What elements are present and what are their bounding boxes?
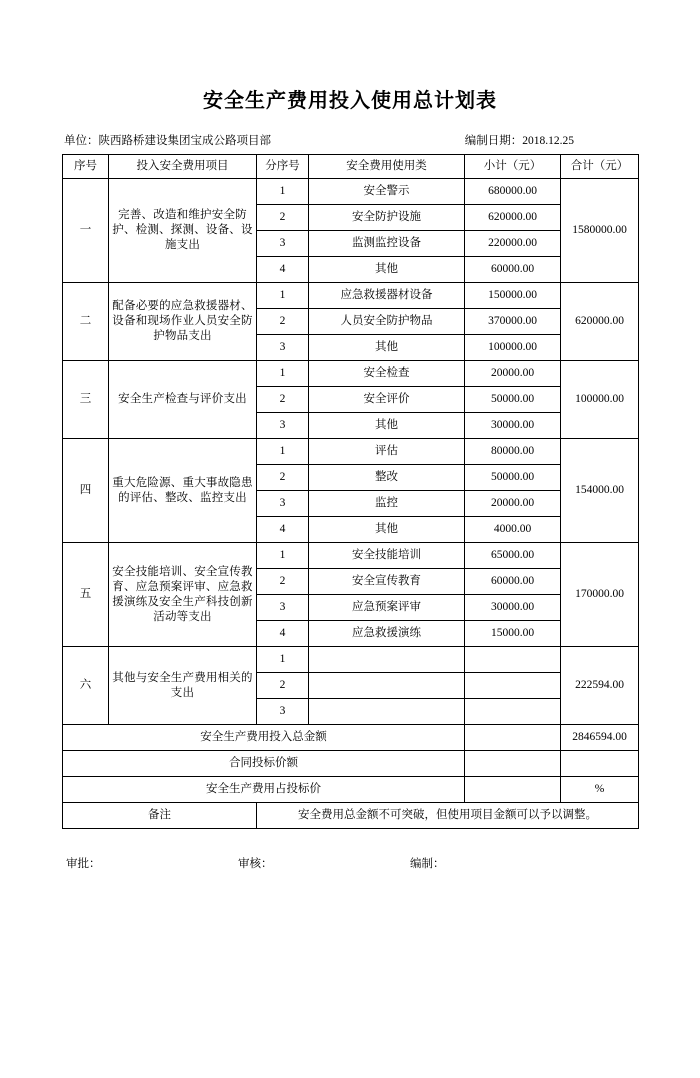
sub-seq: 1 xyxy=(257,361,309,387)
sub-seq: 4 xyxy=(257,621,309,647)
group-total: 620000.00 xyxy=(561,283,639,361)
cost-type xyxy=(309,673,465,699)
sub-seq: 1 xyxy=(257,439,309,465)
table-row xyxy=(63,283,639,309)
subtotal-value: 65000.00 xyxy=(465,543,561,569)
group-seq: 二 xyxy=(63,283,109,361)
remark-row xyxy=(63,803,639,829)
sub-seq: 2 xyxy=(257,673,309,699)
page-title: 安全生产费用投入使用总计划表 xyxy=(203,90,497,112)
cost-type: 安全防护设施 xyxy=(309,205,465,231)
sub-seq: 2 xyxy=(257,465,309,491)
group-total: 222594.00 xyxy=(561,647,639,725)
sub-seq: 3 xyxy=(257,413,309,439)
subtotal-value: 30000.00 xyxy=(465,413,561,439)
sub-seq: 2 xyxy=(257,569,309,595)
subtotal-value: 100000.00 xyxy=(465,335,561,361)
sub-seq: 4 xyxy=(257,517,309,543)
subtotal-value: 220000.00 xyxy=(465,231,561,257)
remark-text: 安全费用总金额不可突破，但使用项目金额可以予以调整。 xyxy=(257,803,639,829)
table-row xyxy=(63,647,639,673)
summary-label: 安全生产费用投入总金额 xyxy=(63,725,465,751)
summary-label: 安全生产费用占投标价 xyxy=(63,777,465,803)
summary-row-contract-price xyxy=(63,751,639,777)
prepare-label: 编制： xyxy=(410,858,445,870)
subtotal-value: 50000.00 xyxy=(465,387,561,413)
summary-row-percentage xyxy=(63,777,639,803)
sub-seq: 1 xyxy=(257,647,309,673)
group-item: 重大危险源、重大事故隐患的评估、整改、监控支出 xyxy=(109,439,257,543)
cost-type: 其他 xyxy=(309,517,465,543)
table-row xyxy=(63,361,639,387)
signature-row xyxy=(62,855,638,871)
table-row xyxy=(63,179,639,205)
group-item: 其他与安全生产费用相关的支出 xyxy=(109,647,257,725)
cost-type: 安全技能培训 xyxy=(309,543,465,569)
group-seq: 四 xyxy=(63,439,109,543)
subtotal-value: 50000.00 xyxy=(465,465,561,491)
cost-type: 监测监控设备 xyxy=(309,231,465,257)
subtotal-value: 4000.00 xyxy=(465,517,561,543)
group-total: 100000.00 xyxy=(561,361,639,439)
cost-type: 其他 xyxy=(309,413,465,439)
sub-seq: 1 xyxy=(257,543,309,569)
cost-type: 安全评价 xyxy=(309,387,465,413)
summary-row-total-amount xyxy=(63,725,639,751)
subtotal-value: 20000.00 xyxy=(465,491,561,517)
sub-seq: 1 xyxy=(257,179,309,205)
subtotal-value: 15000.00 xyxy=(465,621,561,647)
subtotal-value: 60000.00 xyxy=(465,569,561,595)
group-seq: 五 xyxy=(63,543,109,647)
meta-row xyxy=(62,132,638,148)
group-seq: 一 xyxy=(63,179,109,283)
summary-value: % xyxy=(561,777,639,803)
column-header-type: 安全费用使用类 xyxy=(309,155,465,179)
cost-type: 其他 xyxy=(309,335,465,361)
summary-blank xyxy=(465,777,561,803)
subtotal-value: 150000.00 xyxy=(465,283,561,309)
sub-seq: 3 xyxy=(257,231,309,257)
group-item: 安全技能培训、安全宣传教育、应急预案评审、应急救援演练及安全生产科技创新活动等支出 xyxy=(109,543,257,647)
subtotal-value: 20000.00 xyxy=(465,361,561,387)
column-header-seq: 序号 xyxy=(63,155,109,179)
group-item: 安全生产检查与评价支出 xyxy=(109,361,257,439)
subtotal-value: 620000.00 xyxy=(465,205,561,231)
cost-type: 人员安全防护物品 xyxy=(309,309,465,335)
subtotal-value xyxy=(465,673,561,699)
subtotal-value: 680000.00 xyxy=(465,179,561,205)
sub-seq: 2 xyxy=(257,387,309,413)
group-item: 配备必要的应急救援器材、设备和现场作业人员安全防护物品支出 xyxy=(109,283,257,361)
sub-seq: 2 xyxy=(257,205,309,231)
approve-label: 审批： xyxy=(66,858,101,870)
group-item: 完善、改造和维护安全防护、检测、探测、设备、设施支出 xyxy=(109,179,257,283)
subtotal-value: 60000.00 xyxy=(465,257,561,283)
summary-value: 2846594.00 xyxy=(561,725,639,751)
cost-type: 应急预案评审 xyxy=(309,595,465,621)
subtotal-value xyxy=(465,647,561,673)
subtotal-value: 80000.00 xyxy=(465,439,561,465)
column-header-total: 合计（元） xyxy=(561,155,639,179)
date-label: 编制日期：2018.12.25 xyxy=(464,135,574,147)
table-row xyxy=(63,543,639,569)
group-seq: 六 xyxy=(63,647,109,725)
subtotal-value xyxy=(465,699,561,725)
table-header-row xyxy=(63,155,639,179)
table-row xyxy=(63,439,639,465)
cost-type: 应急救援器材设备 xyxy=(309,283,465,309)
summary-value xyxy=(561,751,639,777)
group-total: 1580000.00 xyxy=(561,179,639,283)
unit-label: 单位：陕西路桥建设集团宝成公路项目部 xyxy=(64,135,271,147)
sub-seq: 3 xyxy=(257,335,309,361)
cost-type: 评估 xyxy=(309,439,465,465)
document-page xyxy=(0,88,700,1078)
sub-seq: 1 xyxy=(257,283,309,309)
remark-label: 备注 xyxy=(63,803,257,829)
cost-type xyxy=(309,699,465,725)
cost-type: 其他 xyxy=(309,257,465,283)
summary-blank xyxy=(465,751,561,777)
subtotal-value: 370000.00 xyxy=(465,309,561,335)
sub-seq: 3 xyxy=(257,699,309,725)
safety-cost-plan-table xyxy=(62,154,639,829)
column-header-sub-seq: 分序号 xyxy=(257,155,309,179)
sub-seq: 4 xyxy=(257,257,309,283)
column-header-subtotal: 小计（元） xyxy=(465,155,561,179)
summary-blank xyxy=(465,725,561,751)
review-label: 审核： xyxy=(238,858,273,870)
cost-type: 应急救援演练 xyxy=(309,621,465,647)
group-seq: 三 xyxy=(63,361,109,439)
subtotal-value: 30000.00 xyxy=(465,595,561,621)
cost-type: 安全宣传教育 xyxy=(309,569,465,595)
cost-type: 安全警示 xyxy=(309,179,465,205)
column-header-item: 投入安全费用项目 xyxy=(109,155,257,179)
cost-type: 监控 xyxy=(309,491,465,517)
cost-type: 安全检查 xyxy=(309,361,465,387)
cost-type: 整改 xyxy=(309,465,465,491)
cost-type xyxy=(309,647,465,673)
group-total: 154000.00 xyxy=(561,439,639,543)
group-total: 170000.00 xyxy=(561,543,639,647)
sub-seq: 3 xyxy=(257,491,309,517)
sub-seq: 3 xyxy=(257,595,309,621)
sub-seq: 2 xyxy=(257,309,309,335)
summary-label: 合同投标价额 xyxy=(63,751,465,777)
